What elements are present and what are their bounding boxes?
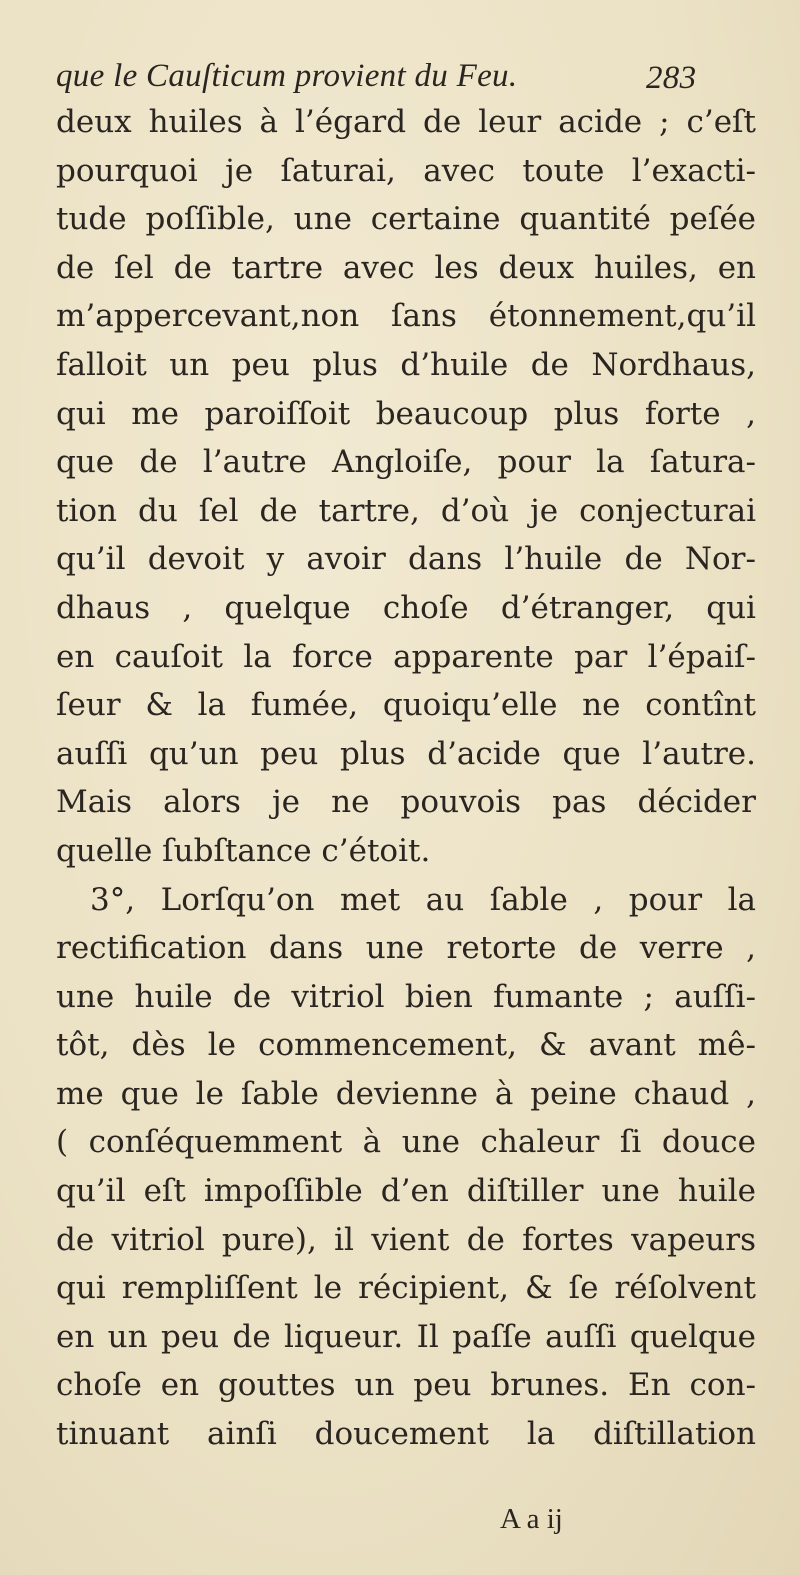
text-line: qu’il eſt impoſſible d’en diſtiller une huile — [56, 1173, 756, 1210]
signature-mark: A a ij — [500, 1503, 563, 1535]
running-head — [56, 58, 756, 98]
text-line: choſe en gouttes un peu brunes. En con- — [56, 1367, 756, 1404]
text-line: une huile de vitriol bien fumante ; auſſi- — [56, 978, 756, 1015]
text-line: en cauſoit la force apparente par l’épaiſ- — [56, 638, 756, 675]
text-line: 3°, Lorſqu’on met au ſable , pour la — [90, 881, 756, 918]
text-line: auſſi qu’un peu plus d’acide que l’autre. — [56, 735, 756, 772]
text-line: quelle ſubſtance c’étoit. — [56, 832, 431, 869]
text-line: tude poſſible, une certaine quantité peſée — [56, 201, 756, 238]
text-line: ( conſéquemment à une chaleur ſi douce — [56, 1124, 756, 1161]
text-line: m’appercevant,non ſans étonnement,qu’il — [56, 298, 756, 335]
running-title: que le Cauſticum provient du Feu. — [56, 58, 518, 94]
text-line: dhaus , quelque choſe d’étranger, qui — [56, 589, 756, 626]
text-line: que de l’autre Angloiſe, pour la ſatura- — [56, 444, 756, 481]
text-line: ſeur & la fumée, quoiqu’elle ne contînt — [56, 687, 756, 724]
text-line: falloit un peu plus d’huile de Nordhaus, — [56, 346, 756, 383]
body-text — [56, 98, 756, 1459]
text-line: Mais alors je ne pouvois pas décider — [56, 784, 756, 821]
text-line: de vitriol pure), il vient de fortes vapeurs — [56, 1221, 756, 1258]
text-line: en un peu de liqueur. Il paſſe auſſi quelque — [56, 1318, 756, 1355]
text-line: de ſel de tartre avec les deux huiles, en — [56, 249, 756, 286]
text-line: qui rempliſſent le récipient, & ſe réſolvent — [56, 1270, 756, 1307]
text-line: tinuant ainſi doucement la diſtillation — [56, 1416, 756, 1453]
text-line: deux huiles à l’égard de leur acide ; c’eſt — [56, 104, 756, 140]
text-line: tion du ſel de tartre, d’où je conjecturai — [56, 492, 756, 529]
text-line: me que le ſable devienne à peine chaud , — [56, 1075, 756, 1112]
page-number: 283 — [646, 60, 697, 96]
text-line: qui me paroiſſoit beaucoup plus forte , — [56, 395, 756, 432]
text-line: rectification dans une retorte de verre , — [56, 930, 756, 967]
text-line: qu’il devoit y avoir dans l’huile de Nor- — [56, 541, 756, 578]
text-line: pourquoi je ſaturai, avec toute l’exacti- — [56, 152, 756, 189]
text-line: tôt, dès le commencement, & avant mê- — [56, 1027, 756, 1064]
